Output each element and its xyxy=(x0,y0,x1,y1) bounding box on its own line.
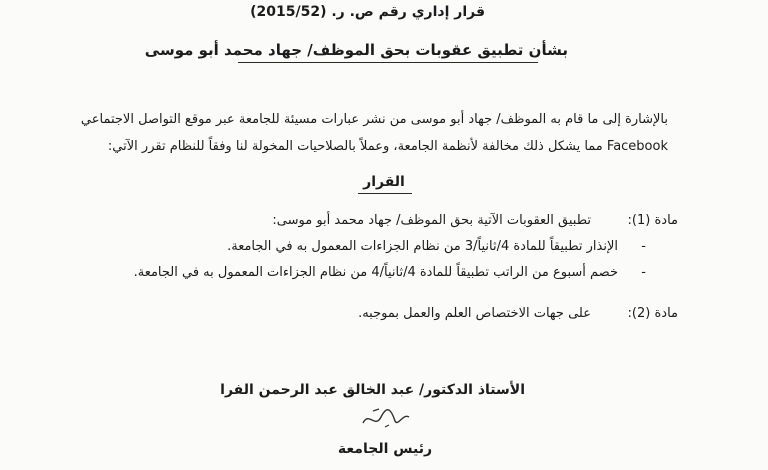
article-2-label: مادة (2): xyxy=(627,306,678,321)
subject-underline xyxy=(238,62,538,63)
preamble-line-2: Facebook مما يشكل ذلك مخالفة لأنظمة الجامعة، وعملاً بالصلاحيات المخولة لنا وفقاً للنظام تقرر الآتي: xyxy=(107,139,668,154)
article-1-label: مادة (1): xyxy=(627,213,678,228)
article-1-text: تطبيق العقوبات الآتية بحق الموظف/ جهاد محمد أبو موسى: xyxy=(272,213,591,228)
preamble-line-1: بالإشارة إلى ما قام به الموظف/ جهاد أبو موسى من نشر عبارات مسيئة للجامعة عبر موقع التواصل الاجتماعي xyxy=(80,112,668,127)
article-2-text: على جهات الاختصاص العلم والعمل بموجبه. xyxy=(358,306,591,321)
decision-number: قرار إداري رقم ص. ر. (2015/52) xyxy=(250,4,485,20)
decision-heading: القرار xyxy=(363,174,405,190)
heading-underline xyxy=(358,193,412,194)
signer-position: رئيس الجامعة xyxy=(337,441,433,457)
signer-name: الأستاذ الدكتور/ عبد الخالق عبد الرحمن الفرا xyxy=(220,382,525,398)
handwritten-signature xyxy=(355,403,415,433)
bullet-dash: - xyxy=(641,265,646,280)
bullet-dash: - xyxy=(641,239,646,254)
article-1-item-1: الإنذار تطبيقاً للمادة 4/ثانياً/3 من نظام الجزاءات المعمول به في الجامعة. xyxy=(227,239,618,254)
decision-subject: بشأن تطبيق عقوبات بحق الموظف/ جهاد محمد أبو موسى xyxy=(144,41,568,59)
article-1-item-2: خصم أسبوع من الراتب تطبيقاً للمادة 4/ثانياً/4 من نظام الجزاءات المعمول به في الجامعة. xyxy=(133,265,618,280)
